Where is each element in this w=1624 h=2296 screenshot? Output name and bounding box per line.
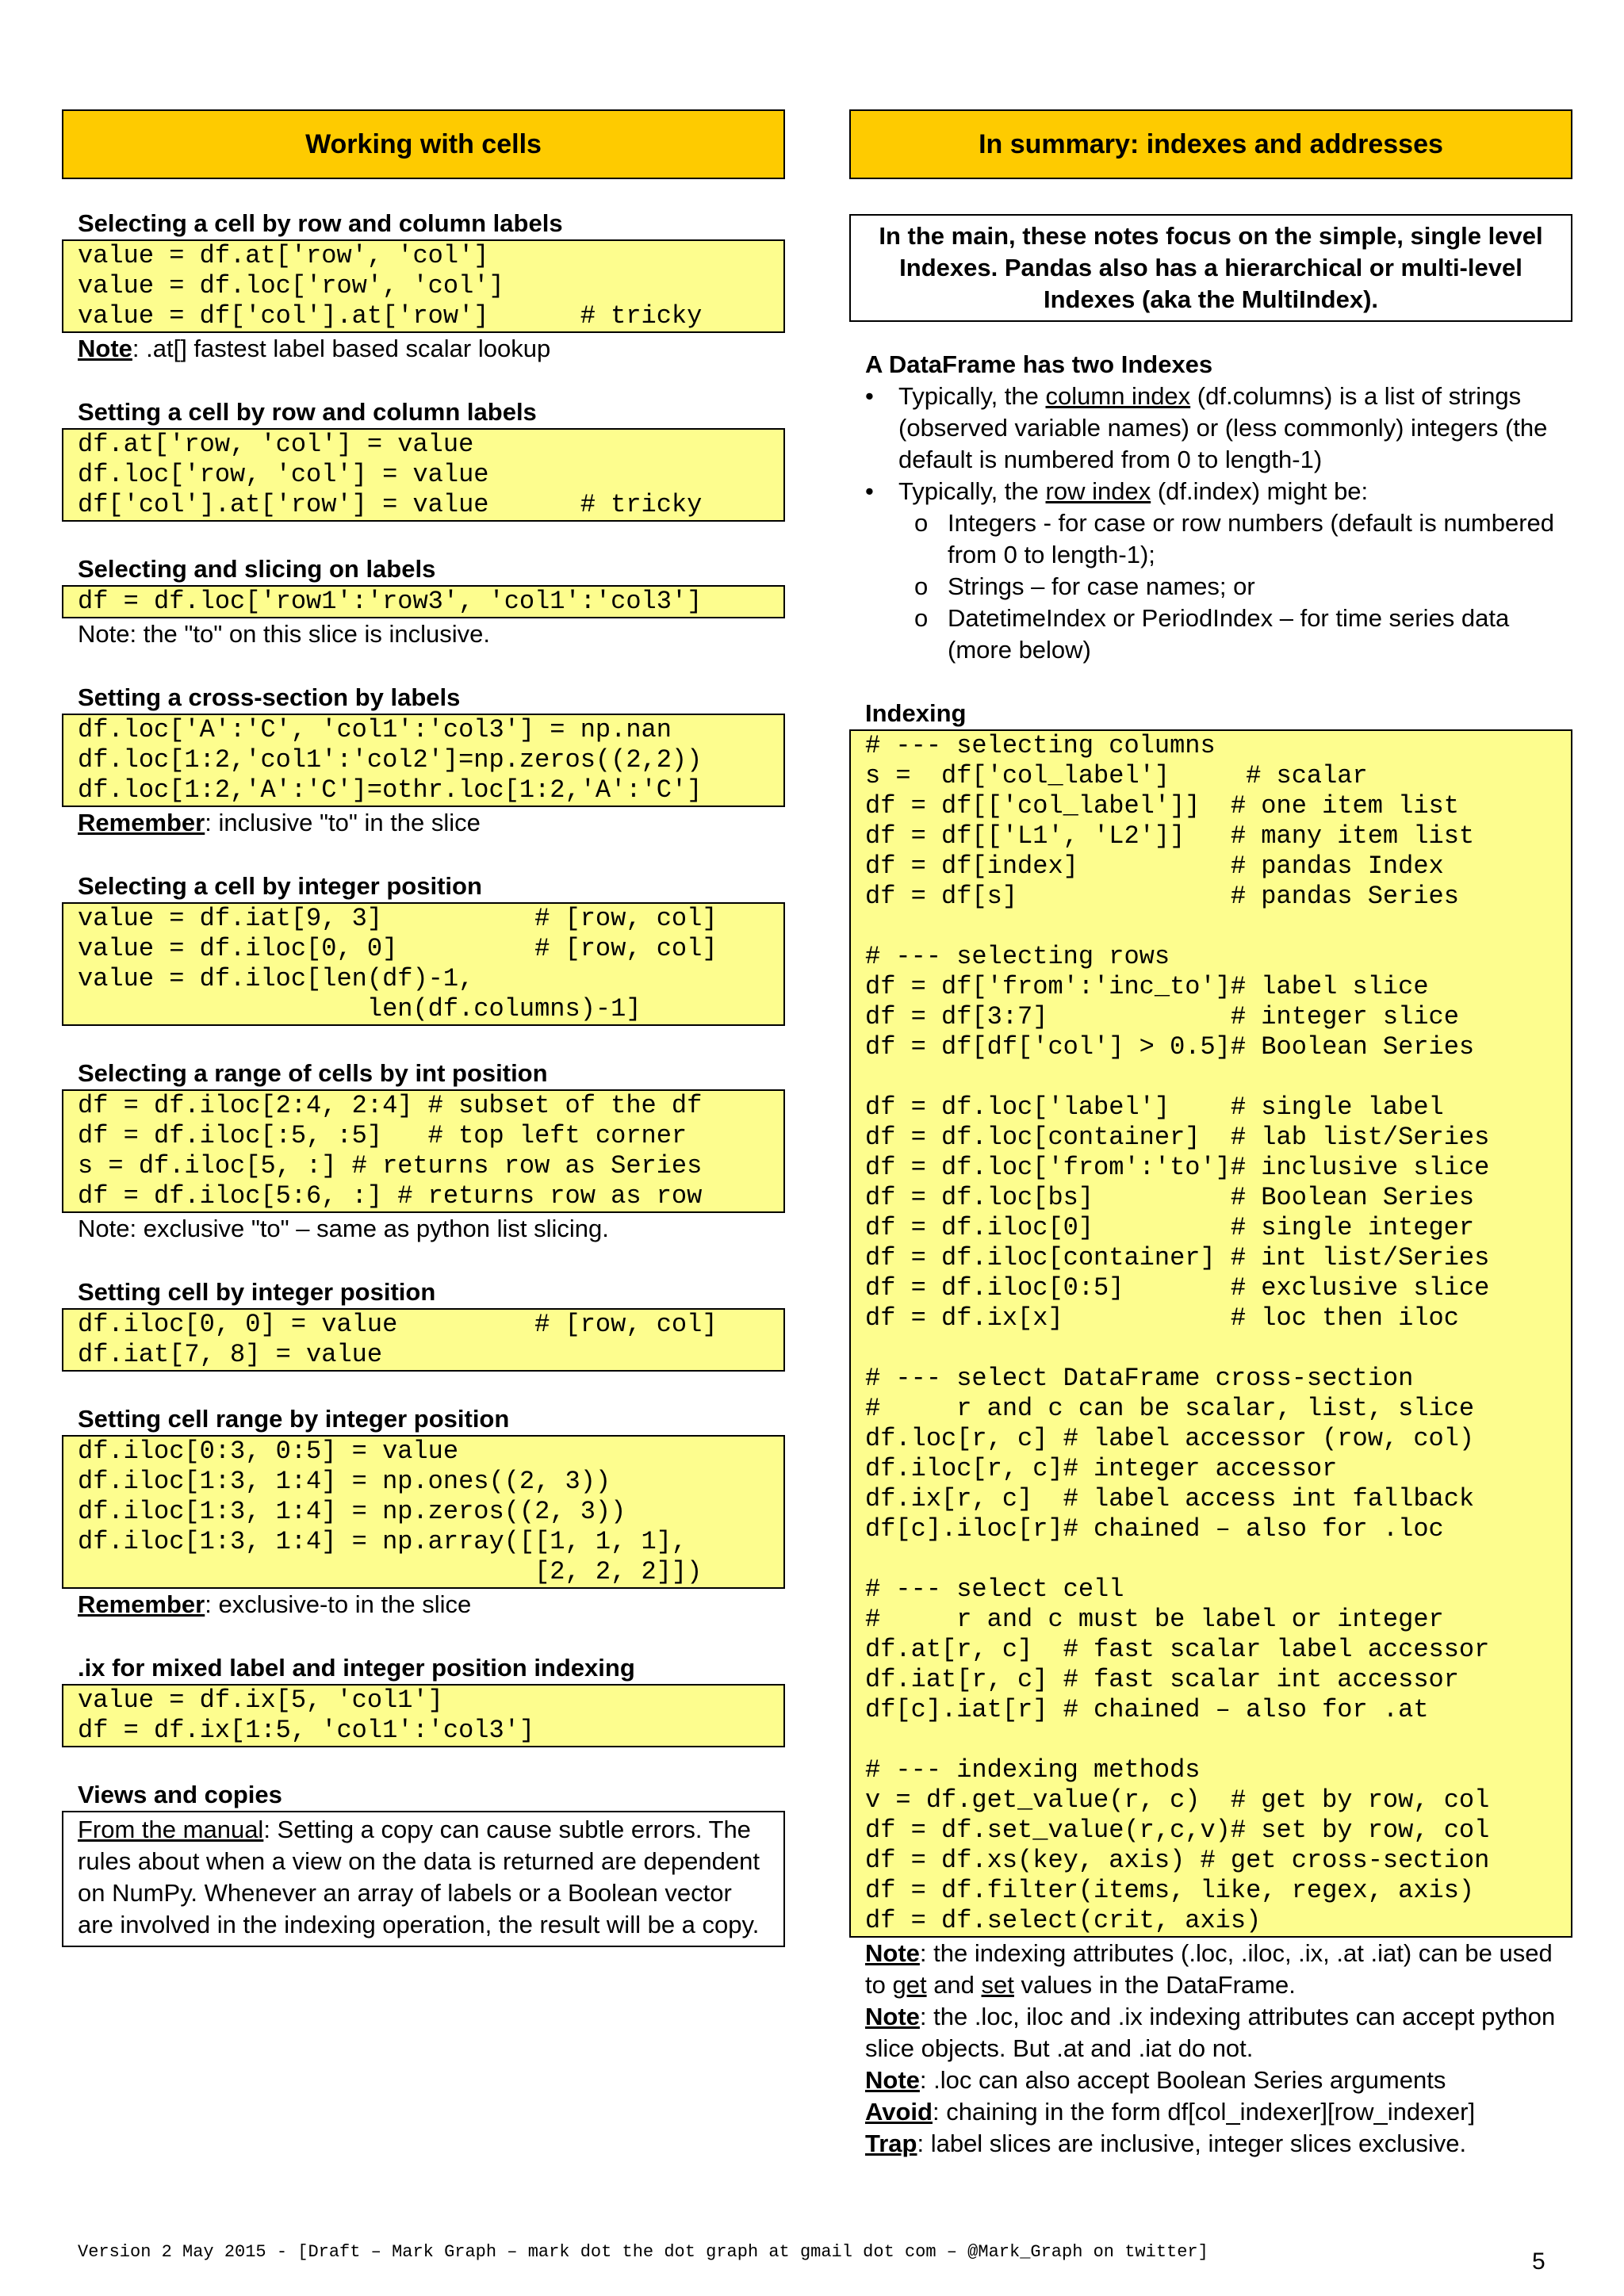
note-1 [849, 1938, 1572, 2001]
note-label: Note [78, 335, 132, 362]
bullet-text: (df.columns) is a list of strings (observed variable names) or (less commonly) integers (the default is numbered from 0 to length-1) [898, 382, 1548, 473]
note-label: Remember [78, 809, 205, 836]
note-text: values in the DataFrame. [1013, 1971, 1296, 1999]
sub-bullet-integers [849, 507, 1572, 571]
section-heading: Selecting and slicing on labels [78, 555, 436, 583]
left-column [62, 109, 785, 1947]
section-heading: Views and copies [78, 1781, 282, 1808]
code-block: df = df.iloc[2:4, 2:4] # subset of the df df = df.iloc[:5, :5] # top left corner s = df.iloc[5, :] # returns row as Series df = df.iloc[5:6, :] # returns row as row [62, 1089, 785, 1213]
section-heading: Selecting a range of cells by int position [78, 1059, 548, 1087]
code-block: df.iloc[0, 0] = value # [row, col] df.iat[7, 8] = value [62, 1308, 785, 1372]
column-index-term: column index [1045, 382, 1191, 410]
section-note: Note: exclusive "to" – same as python list slicing. [78, 1215, 609, 1242]
get-term: get [892, 1971, 927, 1999]
bullet-text: Typically, the [898, 382, 1046, 410]
sub-bullet-mark: o [914, 509, 929, 537]
section-heading: Setting a cross-section by labels [78, 683, 461, 711]
sub-bullet-mark: o [914, 604, 929, 632]
sub-bullet-text: DatetimeIndex or PeriodIndex – for time series data (more below) [948, 604, 1510, 664]
two-indexes-heading: A DataFrame has two Indexes [865, 350, 1213, 378]
section-select-cell-labels [62, 208, 785, 365]
indexing-notes [849, 1938, 1572, 2160]
section-heading: Setting cell range by integer position [78, 1405, 510, 1433]
note-2 [849, 2001, 1572, 2064]
summary-box: In the main, these notes focus on the simple, single level Indexes. Pandas also has a hierarchical or multi-level Indexes (aka the MultiIndex). [849, 214, 1572, 322]
indexing-code-block: # --- selecting columns s = df['col_label'] # scalar df = df[['col_label']] # one item list df = df[['L1', 'L2']] # many item list df = df[index] # pandas Index df = df[s] # pandas Series # --- selecting rows df = df['from':'inc_to']# label slice df = df[3:7] # integer slice df = df[df['col'] > 0.5]# Boolean Series df = df.loc['label'] # single label df = df.loc[container] # lab list/Series df = df.loc['from':'to']# inclusive slice df = df.loc[bs] # Boolean Series df = df.iloc[0] # single integer df = df.iloc[container] # int list/Series df = df.iloc[0:5] # exclusive slice df = df.ix[x] # loc then iloc # --- select DataFrame cross-section # r and c can be scalar, list, slice df.loc[r, c] # label accessor (row, col) df.iloc[r, c]# integer accessor df.ix[r, c] # label access int fallback df[c].iloc[r]# chained – also for .loc # --- select cell # r and c must be label or integer df.at[r, c] # fast scalar label accessor df.iat[r, c] # fast scalar int accessor df[c].iat[r] # chained – also for .at # --- indexing methods v = df.get_value(r, c) # get by row, col df = df.set_value(r,c,v)# set by row, col df = df.xs(key, axis) # get cross-section df = df.filter(items, like, regex, axis) df = df.select(crit, axis) [849, 729, 1572, 1938]
section-ix-mixed [62, 1652, 785, 1747]
section-heading: Selecting a cell by row and column labels [78, 209, 563, 237]
note-text: : label slices are inclusive, integer slices exclusive. [917, 2130, 1467, 2157]
note-text: : the .loc, iloc and .ix indexing attributes can accept python slice objects. But .at and .iat do not. [865, 2003, 1556, 2062]
section-note [62, 333, 785, 365]
sub-bullet-strings [849, 571, 1572, 603]
section-slice-labels [62, 553, 785, 650]
section-cross-section-labels [62, 682, 785, 839]
left-title: Working with cells [62, 109, 785, 179]
section-note [62, 807, 785, 839]
note-avoid [849, 2096, 1572, 2128]
bullet-mark: • [865, 477, 874, 505]
bullet-column-index [849, 381, 1572, 476]
section-heading: Setting cell by integer position [78, 1278, 436, 1306]
section-note: Note: the "to" on this slice is inclusive. [78, 620, 490, 648]
note-text: : .loc can also accept Boolean Series arguments [919, 2066, 1446, 2094]
section-range-int-position [62, 1058, 785, 1245]
note-trap [849, 2128, 1572, 2160]
right-column [849, 109, 1572, 2160]
note-text: : .at[] fastest label based scalar lookup [132, 335, 551, 362]
note-label: Trap [865, 2130, 917, 2157]
section-heading: Selecting a cell by integer position [78, 872, 482, 900]
note-3 [849, 2064, 1572, 2096]
note-text: and [926, 1971, 982, 1999]
sub-bullet-mark: o [914, 572, 929, 600]
section-note [62, 1589, 785, 1621]
code-block: df.at['row, 'col'] = value df.loc['row, 'col'] = value df['col'].at['row'] = value # tricky [62, 428, 785, 522]
section-set-range-int-position [62, 1403, 785, 1621]
page-footer: Version 2 May 2015 - [Draft – Mark Graph – mark dot the dot graph at gmail dot com – @Mark_Graph on twitter] [78, 2242, 1208, 2262]
section-heading: Setting a cell by row and column labels [78, 398, 537, 426]
note-text: : exclusive-to in the slice [205, 1590, 472, 1618]
set-term: set [981, 1971, 1014, 1999]
note-label: Note [865, 2003, 920, 2030]
code-block: value = df.ix[5, 'col1'] df = df.ix[1:5, 'col1':'col3'] [62, 1684, 785, 1747]
section-set-cell-labels [62, 396, 785, 522]
right-title: In summary: indexes and addresses [849, 109, 1572, 179]
note-text: : chaining in the form df[col_indexer][row_indexer] [932, 2098, 1476, 2126]
views-box [62, 1811, 785, 1947]
section-cell-int-position [62, 871, 785, 1026]
note-text: : inclusive "to" in the slice [205, 809, 481, 836]
bullet-text: Typically, the [898, 477, 1046, 505]
note-label: Remember [78, 1590, 205, 1618]
bullet-mark: • [865, 382, 874, 410]
row-index-term: row index [1045, 477, 1151, 505]
sub-bullet-text: Strings – for case names; or [948, 572, 1255, 600]
code-block: df = df.loc['row1':'row3', 'col1':'col3'] [62, 585, 785, 618]
code-block: value = df.at['row', 'col'] value = df.loc['row', 'col'] value = df['col'].at['row'] # tricky [62, 239, 785, 333]
sub-bullet-text: Integers - for case or row numbers (default is numbered from 0 to length-1); [948, 509, 1555, 568]
section-views-copies [62, 1779, 785, 1947]
code-block: df.loc['A':'C', 'col1':'col3'] = np.nan df.loc[1:2,'col1':'col2']=np.zeros((2,2)) df.loc[1:2,'A':'C']=othr.loc[1:2,'A':'C'] [62, 714, 785, 807]
indexing-heading: Indexing [865, 699, 967, 727]
page-number: 5 [1532, 2248, 1545, 2275]
manual-link: From the manual [78, 1816, 264, 1843]
note-label: Note [865, 1939, 920, 1967]
sub-bullet-datetime [849, 603, 1572, 666]
note-label: Note [865, 2066, 920, 2094]
section-heading: .ix for mixed label and integer position indexing [78, 1654, 635, 1682]
code-block: df.iloc[0:3, 0:5] = value df.iloc[1:3, 1:4] = np.ones((2, 3)) df.iloc[1:3, 1:4] = np.zeros((2, 3)) df.iloc[1:3, 1:4] = np.array([[1, 1, 1], [2, 2, 2]]) [62, 1435, 785, 1589]
section-set-cell-int-position [62, 1276, 785, 1372]
views-text: : Setting a copy can cause subtle errors. The rules about when a view on the data is returned are dependent on NumPy. Whenever an array of labels or a Boolean vector are involved in the indexing operation, the result will be a copy. [78, 1816, 760, 1938]
note-label: Avoid [865, 2098, 933, 2126]
bullet-row-index [849, 476, 1572, 507]
code-block: value = df.iat[9, 3] # [row, col] value = df.iloc[0, 0] # [row, col] value = df.iloc[len(df)-1, len(df.columns)-1] [62, 902, 785, 1026]
bullet-text: (df.index) might be: [1151, 477, 1369, 505]
note-text: : the indexing attributes (.loc, .iloc, .ix, .at .iat) can be used to [865, 1939, 1553, 1999]
